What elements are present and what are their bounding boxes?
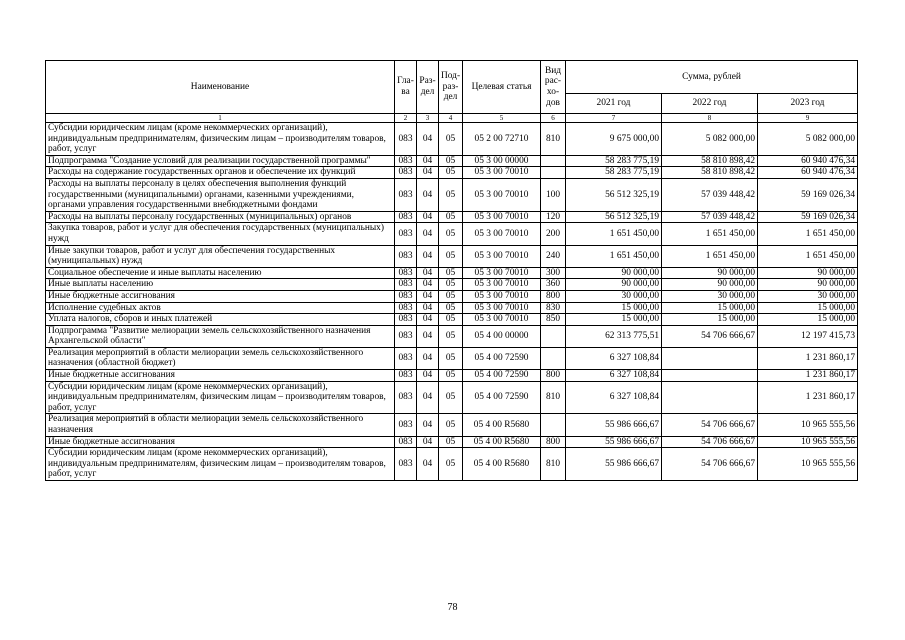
- row-chapter: 083: [395, 370, 417, 382]
- header-chapter: Гла-ва: [395, 61, 417, 114]
- row-chapter: 083: [395, 223, 417, 245]
- row-chapter: 083: [395, 414, 417, 436]
- row-amount-2022: 54 706 666,67: [662, 448, 758, 481]
- row-chapter: 083: [395, 167, 417, 179]
- header-year-2022: 2022 год: [662, 94, 758, 114]
- table-row: [46, 436, 858, 448]
- row-name: Закупка товаров, работ и услуг для обеспечения государственных (муниципальных) нужд: [46, 223, 395, 245]
- row-amount-2021: 56 512 325,19: [566, 211, 662, 223]
- row-amount-2022: 1 651 450,00: [662, 245, 758, 267]
- row-section: 04: [417, 414, 439, 436]
- header-target: Целевая статья: [463, 61, 541, 114]
- row-expense-type: [541, 325, 566, 347]
- row-section: 04: [417, 245, 439, 267]
- row-amount-2023: 10 965 555,56: [758, 448, 858, 481]
- row-name: Иные выплаты населению: [46, 279, 395, 291]
- row-name: Иные бюджетные ассигнования: [46, 290, 395, 302]
- row-name: Социальное обеспечение и иные выплаты населению: [46, 267, 395, 279]
- row-amount-2022: 54 706 666,67: [662, 436, 758, 448]
- row-section: 04: [417, 267, 439, 279]
- row-expense-type: 830: [541, 302, 566, 314]
- row-chapter: 083: [395, 314, 417, 326]
- row-amount-2021: 55 986 666,67: [566, 414, 662, 436]
- row-amount-2023: 1 651 450,00: [758, 245, 858, 267]
- header-year-2023: 2023 год: [758, 94, 858, 114]
- row-subsection: 05: [439, 314, 463, 326]
- table-row: [46, 325, 858, 347]
- row-amount-2023: 1 231 860,17: [758, 347, 858, 369]
- row-amount-2021: 6 327 108,84: [566, 347, 662, 369]
- table-row: [46, 155, 858, 167]
- row-subsection: 05: [439, 211, 463, 223]
- row-amount-2022: 57 039 448,42: [662, 211, 758, 223]
- header-sum: Сумма, рублей: [566, 61, 858, 94]
- table-row: [46, 123, 858, 156]
- row-name: Расходы на выплаты персоналу государственных (муниципальных) органов: [46, 211, 395, 223]
- row-target: 05 3 00 70010: [463, 245, 541, 267]
- row-expense-type: 200: [541, 223, 566, 245]
- row-subsection: 05: [439, 448, 463, 481]
- row-section: 04: [417, 223, 439, 245]
- row-subsection: 05: [439, 436, 463, 448]
- row-amount-2022: 90 000,00: [662, 267, 758, 279]
- row-expense-type: [541, 167, 566, 179]
- row-chapter: 083: [395, 347, 417, 369]
- row-name: Реализация мероприятий в области мелиорации земель сельскохозяйственного назначения (областной бюджет): [46, 347, 395, 369]
- table-row: [46, 223, 858, 245]
- row-amount-2023: 59 169 026,34: [758, 211, 858, 223]
- row-amount-2023: 1 231 860,17: [758, 370, 858, 382]
- row-expense-type: 300: [541, 267, 566, 279]
- row-amount-2021: 90 000,00: [566, 267, 662, 279]
- row-amount-2023: 1 231 860,17: [758, 381, 858, 414]
- row-amount-2021: 58 283 775,19: [566, 155, 662, 167]
- row-target: 05 3 00 70010: [463, 279, 541, 291]
- row-section: 04: [417, 178, 439, 211]
- row-amount-2023: 1 651 450,00: [758, 223, 858, 245]
- row-expense-type: 800: [541, 436, 566, 448]
- budget-table: [45, 60, 858, 481]
- header-section: Раз-дел: [417, 61, 439, 114]
- column-number: 9: [758, 114, 858, 123]
- row-target: 05 3 00 70010: [463, 223, 541, 245]
- row-expense-type: 360: [541, 279, 566, 291]
- row-target: 05 3 00 70010: [463, 178, 541, 211]
- row-amount-2021: 6 327 108,84: [566, 370, 662, 382]
- column-number: 1: [46, 114, 395, 123]
- row-expense-type: 240: [541, 245, 566, 267]
- row-chapter: 083: [395, 178, 417, 211]
- row-subsection: 05: [439, 155, 463, 167]
- row-amount-2023: 59 169 026,34: [758, 178, 858, 211]
- row-section: 04: [417, 302, 439, 314]
- row-amount-2023: 15 000,00: [758, 302, 858, 314]
- row-subsection: 05: [439, 223, 463, 245]
- budget-rows: [46, 123, 858, 481]
- row-amount-2023: 5 082 000,00: [758, 123, 858, 156]
- row-chapter: 083: [395, 290, 417, 302]
- page-number: 78: [447, 602, 458, 613]
- row-expense-type: [541, 155, 566, 167]
- row-amount-2021: 90 000,00: [566, 279, 662, 291]
- row-section: 04: [417, 448, 439, 481]
- table-row: [46, 448, 858, 481]
- row-target: 05 4 00 72590: [463, 381, 541, 414]
- row-name: Расходы на содержание государственных органов и обеспечение их функций: [46, 167, 395, 179]
- row-name: Иные бюджетные ассигнования: [46, 370, 395, 382]
- row-amount-2023: 10 965 555,56: [758, 436, 858, 448]
- table-row: [46, 414, 858, 436]
- table-row: [46, 290, 858, 302]
- row-section: 04: [417, 325, 439, 347]
- row-chapter: 083: [395, 436, 417, 448]
- row-name: Субсидии юридическим лицам (кроме некоммерческих организаций), индивидуальным предпринимателям, физическим лицам – производителям товаров, работ, услуг: [46, 123, 395, 156]
- row-subsection: 05: [439, 381, 463, 414]
- header-year-2021: 2021 год: [566, 94, 662, 114]
- row-section: 04: [417, 347, 439, 369]
- row-chapter: 083: [395, 381, 417, 414]
- row-amount-2022: 5 082 000,00: [662, 123, 758, 156]
- row-amount-2021: 56 512 325,19: [566, 178, 662, 211]
- row-section: 04: [417, 123, 439, 156]
- row-section: 04: [417, 279, 439, 291]
- row-target: 05 3 00 70010: [463, 267, 541, 279]
- row-amount-2022: 90 000,00: [662, 279, 758, 291]
- row-subsection: 05: [439, 167, 463, 179]
- row-target: 05 3 00 00000: [463, 155, 541, 167]
- column-number: 3: [417, 114, 439, 123]
- row-amount-2022: [662, 370, 758, 382]
- row-target: 05 4 00 R5680: [463, 414, 541, 436]
- row-amount-2021: 1 651 450,00: [566, 245, 662, 267]
- row-chapter: 083: [395, 267, 417, 279]
- column-number: 7: [566, 114, 662, 123]
- row-subsection: 05: [439, 347, 463, 369]
- table-row: [46, 211, 858, 223]
- row-amount-2021: 62 313 775,51: [566, 325, 662, 347]
- row-name: Иные закупки товаров, работ и услуг для обеспечения государственных (муниципальных) нужд: [46, 245, 395, 267]
- row-amount-2023: 90 000,00: [758, 267, 858, 279]
- table-row: [46, 178, 858, 211]
- table-row: [46, 245, 858, 267]
- row-amount-2022: 30 000,00: [662, 290, 758, 302]
- row-name: Расходы на выплаты персоналу в целях обеспечения выполнения функций государственными (муниципальными) органами, казенными учреждениями, органами управления государственными внебюджетными фондами: [46, 178, 395, 211]
- row-amount-2022: 58 810 898,42: [662, 155, 758, 167]
- row-amount-2023: 15 000,00: [758, 314, 858, 326]
- row-chapter: 083: [395, 211, 417, 223]
- row-subsection: 05: [439, 414, 463, 436]
- table-row: [46, 167, 858, 179]
- row-target: 05 4 00 00000: [463, 325, 541, 347]
- row-target: 05 4 00 72590: [463, 370, 541, 382]
- row-subsection: 05: [439, 178, 463, 211]
- row-target: 05 3 00 70010: [463, 314, 541, 326]
- row-expense-type: [541, 414, 566, 436]
- row-amount-2022: 1 651 450,00: [662, 223, 758, 245]
- table-row: [46, 314, 858, 326]
- row-subsection: 05: [439, 279, 463, 291]
- row-chapter: 083: [395, 448, 417, 481]
- row-amount-2023: 60 940 476,34: [758, 167, 858, 179]
- row-section: 04: [417, 167, 439, 179]
- row-subsection: 05: [439, 245, 463, 267]
- row-name: Подпрограмма "Создание условий для реализации государственной программы": [46, 155, 395, 167]
- column-number: 2: [395, 114, 417, 123]
- row-chapter: 083: [395, 302, 417, 314]
- row-subsection: 05: [439, 370, 463, 382]
- row-target: 05 4 00 72590: [463, 347, 541, 369]
- row-amount-2021: 15 000,00: [566, 314, 662, 326]
- row-target: 05 3 00 70010: [463, 167, 541, 179]
- row-section: 04: [417, 155, 439, 167]
- table-row: [46, 279, 858, 291]
- row-amount-2023: 90 000,00: [758, 279, 858, 291]
- row-section: 04: [417, 290, 439, 302]
- row-section: 04: [417, 370, 439, 382]
- row-amount-2021: 55 986 666,67: [566, 448, 662, 481]
- row-amount-2022: 54 706 666,67: [662, 414, 758, 436]
- row-amount-2023: 12 197 415,73: [758, 325, 858, 347]
- row-amount-2022: 58 810 898,42: [662, 167, 758, 179]
- header-name: Наименование: [46, 61, 395, 114]
- row-expense-type: 100: [541, 178, 566, 211]
- row-amount-2021: 6 327 108,84: [566, 381, 662, 414]
- column-number: 8: [662, 114, 758, 123]
- row-target: 05 3 00 70010: [463, 290, 541, 302]
- row-expense-type: 120: [541, 211, 566, 223]
- row-amount-2023: 60 940 476,34: [758, 155, 858, 167]
- table-row: [46, 267, 858, 279]
- row-amount-2021: 15 000,00: [566, 302, 662, 314]
- row-amount-2022: [662, 347, 758, 369]
- row-expense-type: 800: [541, 370, 566, 382]
- row-chapter: 083: [395, 123, 417, 156]
- column-number: 6: [541, 114, 566, 123]
- row-amount-2023: 30 000,00: [758, 290, 858, 302]
- row-section: 04: [417, 381, 439, 414]
- row-expense-type: 800: [541, 290, 566, 302]
- row-chapter: 083: [395, 279, 417, 291]
- row-expense-type: 810: [541, 123, 566, 156]
- row-target: 05 4 00 R5680: [463, 436, 541, 448]
- column-number: 4: [439, 114, 463, 123]
- row-target: 05 3 00 70010: [463, 211, 541, 223]
- row-target: 05 3 00 70010: [463, 302, 541, 314]
- row-name: Субсидии юридическим лицам (кроме некоммерческих организаций), индивидуальным предпринимателям, физическим лицам – производителям товаров, работ, услуг: [46, 381, 395, 414]
- header-expense-type: Вид рас-хо-дов: [541, 61, 566, 114]
- row-amount-2022: 15 000,00: [662, 302, 758, 314]
- row-subsection: 05: [439, 290, 463, 302]
- row-amount-2021: 58 283 775,19: [566, 167, 662, 179]
- table-row: [46, 302, 858, 314]
- row-amount-2021: 1 651 450,00: [566, 223, 662, 245]
- row-amount-2022: [662, 381, 758, 414]
- table-row: [46, 347, 858, 369]
- column-number: 5: [463, 114, 541, 123]
- row-target: 05 4 00 R5680: [463, 448, 541, 481]
- row-amount-2022: 57 039 448,42: [662, 178, 758, 211]
- row-amount-2022: 15 000,00: [662, 314, 758, 326]
- row-subsection: 05: [439, 267, 463, 279]
- row-amount-2021: 30 000,00: [566, 290, 662, 302]
- row-subsection: 05: [439, 123, 463, 156]
- table-row: [46, 381, 858, 414]
- row-chapter: 083: [395, 245, 417, 267]
- row-name: Исполнение судебных актов: [46, 302, 395, 314]
- row-expense-type: [541, 347, 566, 369]
- table-row: [46, 370, 858, 382]
- row-amount-2021: 9 675 000,00: [566, 123, 662, 156]
- row-chapter: 083: [395, 325, 417, 347]
- row-target: 05 2 00 72710: [463, 123, 541, 156]
- row-expense-type: 810: [541, 381, 566, 414]
- column-number-row: [46, 114, 858, 123]
- row-name: Иные бюджетные ассигнования: [46, 436, 395, 448]
- budget-sheet: [45, 60, 857, 481]
- row-section: 04: [417, 314, 439, 326]
- row-name: Уплата налогов, сборов и иных платежей: [46, 314, 395, 326]
- row-expense-type: 850: [541, 314, 566, 326]
- row-chapter: 083: [395, 155, 417, 167]
- row-amount-2022: 54 706 666,67: [662, 325, 758, 347]
- row-amount-2023: 10 965 555,56: [758, 414, 858, 436]
- row-amount-2021: 55 986 666,67: [566, 436, 662, 448]
- row-subsection: 05: [439, 325, 463, 347]
- row-name: Субсидии юридическим лицам (кроме некоммерческих организаций), индивидуальным предпринимателям, физическим лицам – производителям товаров, работ, услуг: [46, 448, 395, 481]
- row-expense-type: 810: [541, 448, 566, 481]
- row-subsection: 05: [439, 302, 463, 314]
- row-name: Подпрограмма "Развитие мелиорации земель сельскохозяйственного назначения Архангельской области": [46, 325, 395, 347]
- row-name: Реализация мероприятий в области мелиорации земель сельскохозяйственного назначения: [46, 414, 395, 436]
- row-section: 04: [417, 436, 439, 448]
- row-section: 04: [417, 211, 439, 223]
- header-subsection: Под-раз-дел: [439, 61, 463, 114]
